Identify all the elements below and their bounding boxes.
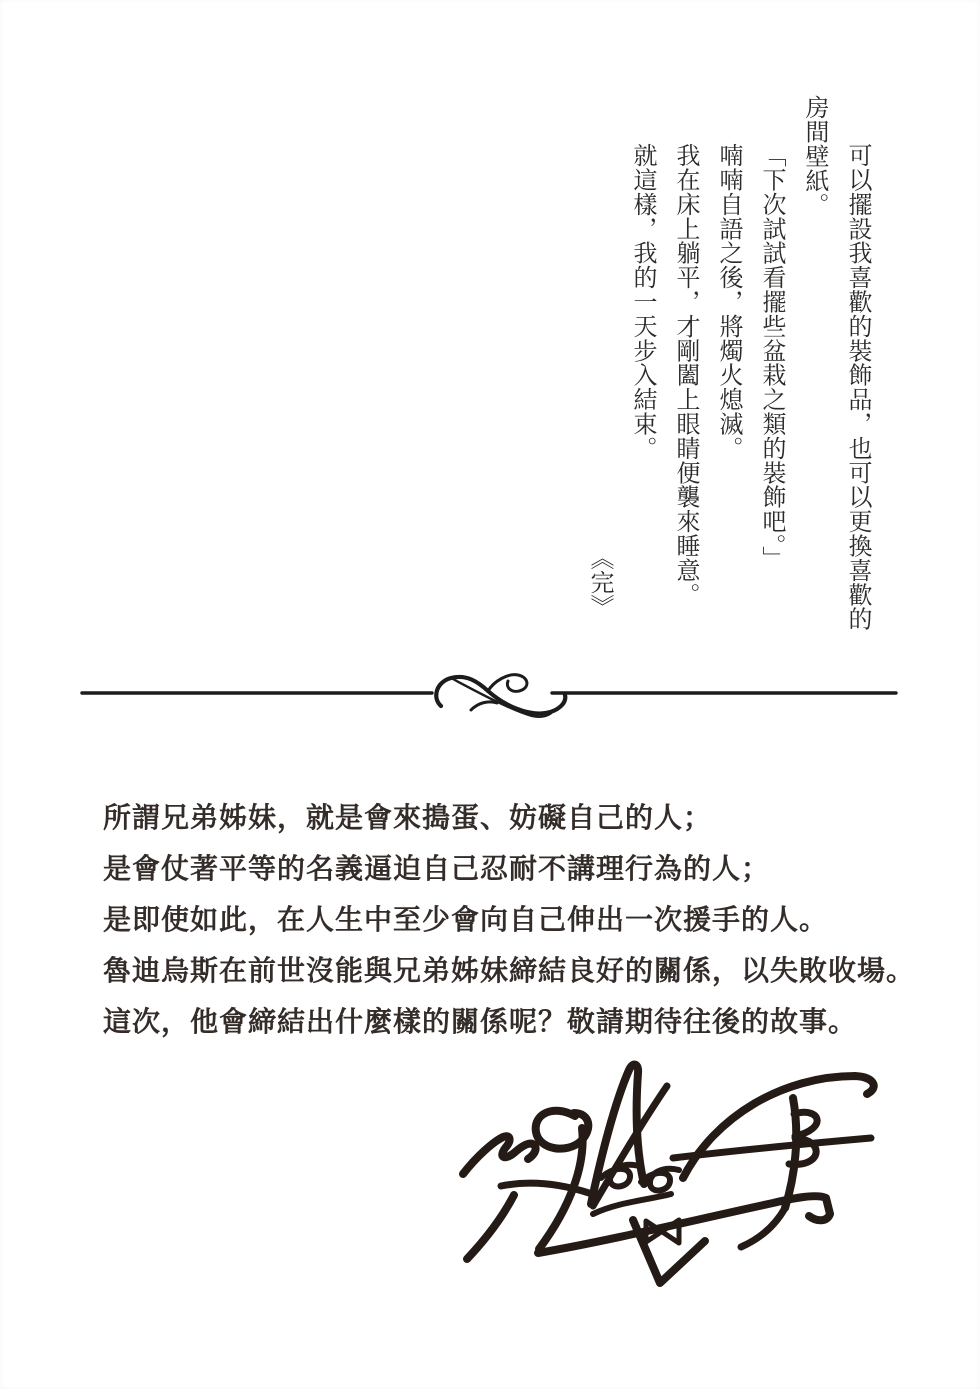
vertical-text-column: 「下次試試看擺些盆栽之類的裝飾吧。」	[758, 143, 786, 571]
commentary-line: 這次，他會締結出什麼樣的關係呢？敬請期待往後的故事。	[103, 1005, 858, 1038]
vertical-text-column: 就這樣，我的一天步入結束。	[629, 143, 657, 461]
divider-flourish-icon	[82, 675, 896, 717]
commentary-text	[103, 792, 963, 1047]
vertical-text-column: 房間壁紙。	[801, 95, 829, 217]
commentary-line: 是即使如此，在人生中至少會向自己伸出一次援手的人。	[103, 903, 829, 936]
section-divider	[80, 658, 900, 728]
afterword-vertical-text	[578, 95, 879, 640]
commentary-line: 魯迪烏斯在前世沒能與兄弟姊妹締結良好的關係，以失敗收場。	[103, 954, 916, 987]
vertical-text-column: 可以擺設我喜歡的裝飾品，也可以更換喜歡的	[844, 143, 872, 631]
commentary-line: 所謂兄弟姊妹，就是會來搗蛋、妨礙自己的人；	[103, 801, 713, 834]
author-signature-icon	[443, 1056, 885, 1294]
vertical-text-column: 我在床上躺平，才剛闔上眼睛便襲來睡意。	[672, 143, 700, 607]
commentary-line: 是會仗著平等的名義逼迫自己忍耐不講理行為的人；	[103, 852, 771, 885]
story-end-mark: 《完》	[586, 546, 614, 618]
vertical-text-column: 喃喃自語之後，將燭火熄滅。	[715, 143, 743, 461]
